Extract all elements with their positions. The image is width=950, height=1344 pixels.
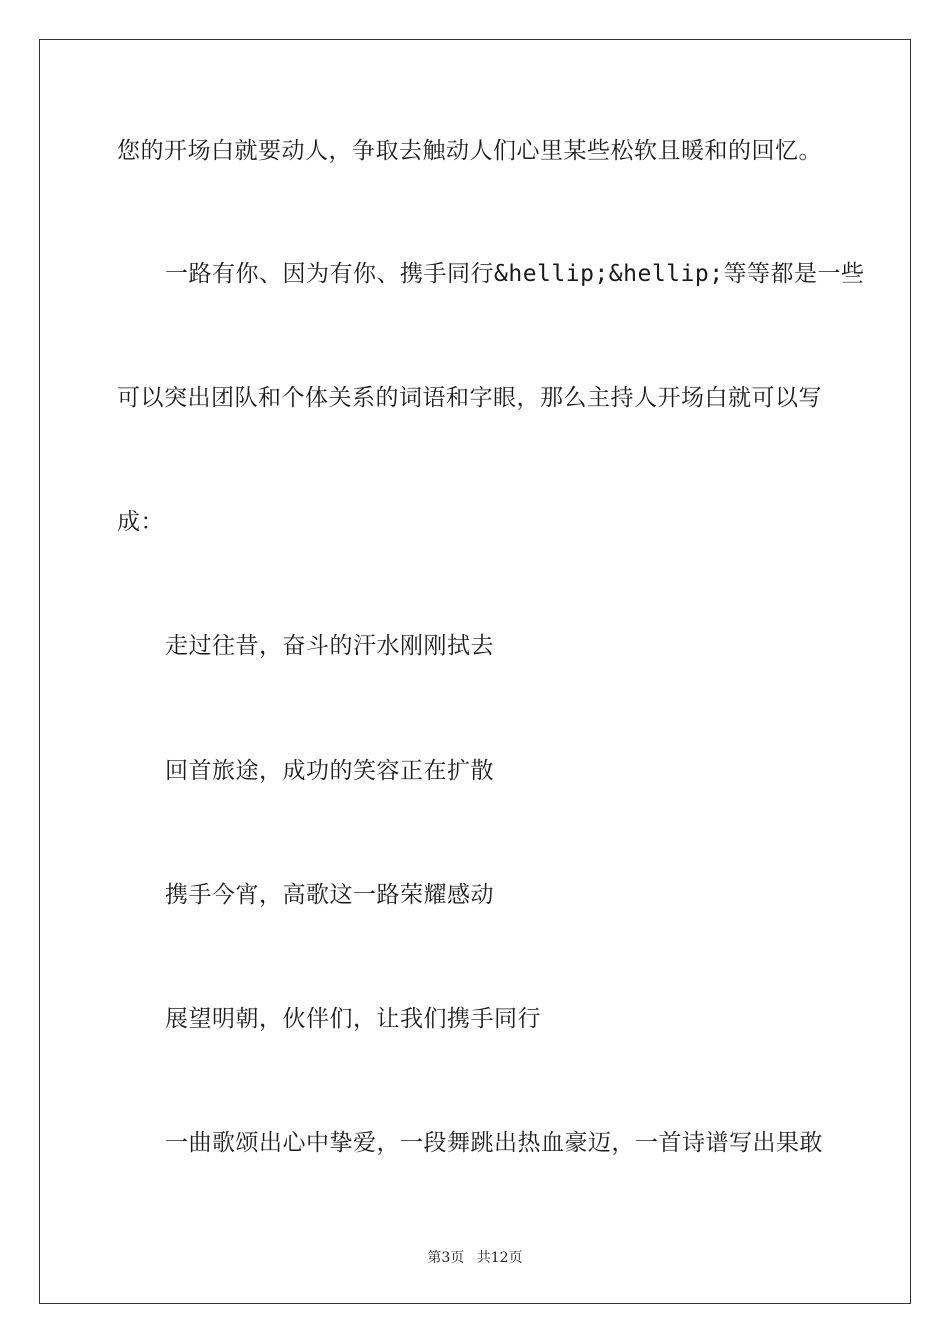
page-number: 第3页	[427, 1250, 465, 1266]
body-text-line-5: 一曲歌颂出心中挚爱，一段舞跳出热血豪迈，一首诗谱写出果敢	[165, 1130, 823, 1156]
poem-line-3: 携手今宵，高歌这一路荣耀感动	[165, 882, 494, 908]
poem-line-4: 展望明朝，伙伴们，让我们携手同行	[165, 1006, 541, 1032]
poem-line-1: 走过往昔，奋斗的汗水刚刚拭去	[165, 633, 494, 659]
poem-line-2: 回首旅途，成功的笑容正在扩散	[165, 758, 494, 784]
page-footer	[0, 1247, 950, 1267]
body-text-line-3: 可以突出团队和个体关系的词语和字眼，那么主持人开场白就可以写	[117, 385, 822, 411]
body-text-line-1: 您的开场白就要动人，争取去触动人们心里某些松软且暖和的回忆。	[117, 138, 822, 164]
body-text-line-4: 成：	[117, 509, 164, 535]
total-pages: 共12页	[476, 1250, 523, 1266]
body-text-line-2: 一路有你、因为有你、携手同行&hellip;&hellip;等等都是一些	[165, 261, 865, 287]
page-border	[39, 39, 911, 1304]
